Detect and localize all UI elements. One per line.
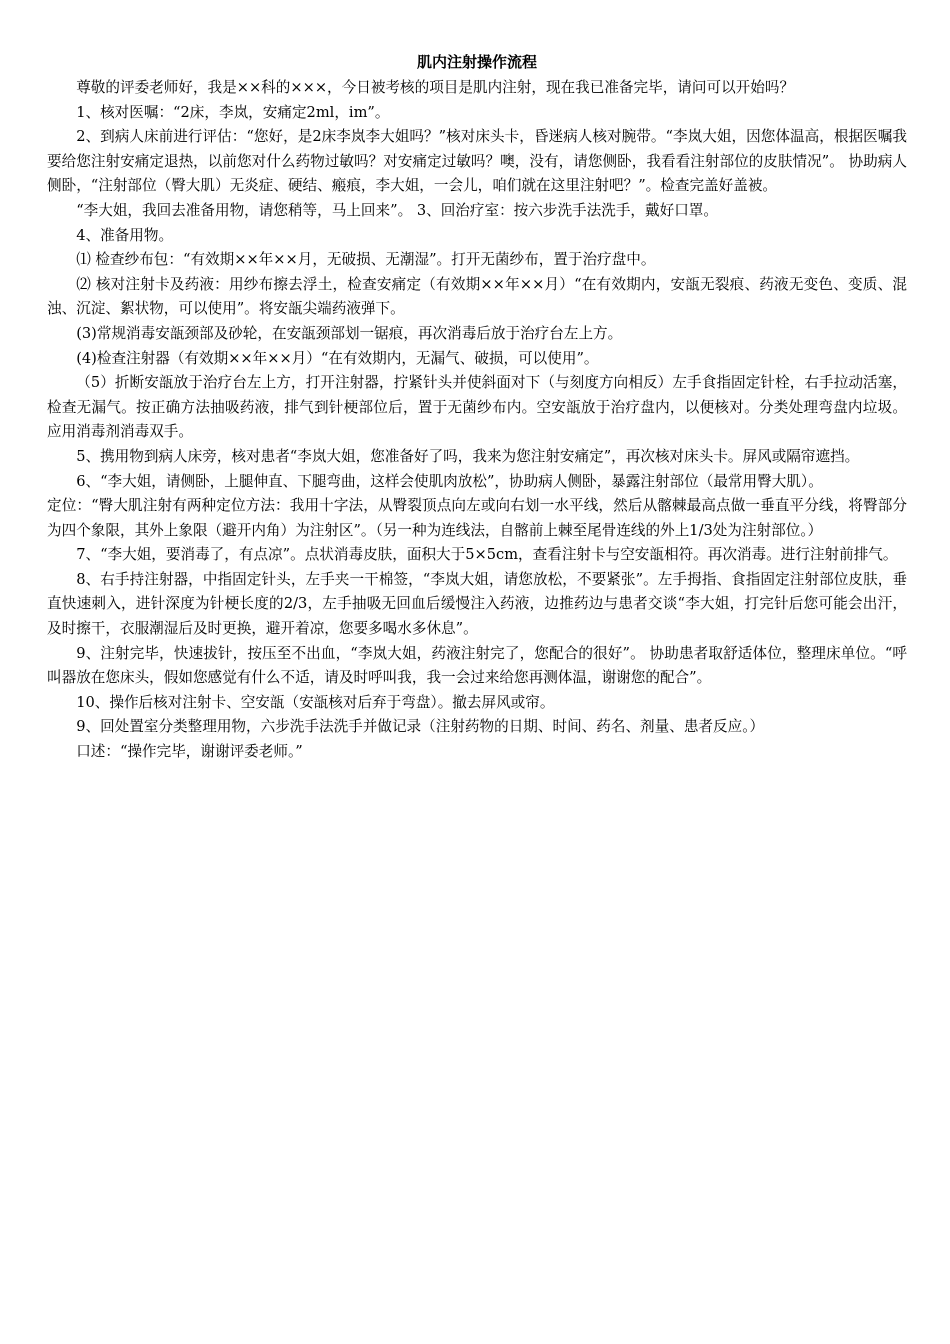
- step-5-bedside-verify: 5、携用物到病人床旁，核对患者“李岚大姐，您准备好了吗，我来为您注射安痛定”，再次核对床头卡。屏风或隔帘遮挡。: [76, 447, 860, 465]
- step-1-verify-order: 1、核对医嘱：“2床，李岚，安痛定2ml，im”。: [76, 103, 390, 121]
- step-4-5-draw-medication: （5）折断安瓿放于治疗台左上方，打开注射器，拧紧针头并使斜面对下（与刻度方向相反）左手食指固定针栓，右手拉动活塞，检查无漏气。按正确方法抽吸药液，排气到针梗部位后，置于无菌纱布内。空安瓿放于治疗盘内，以便核对。分类处理弯盘内垃圾。应用消毒剂消毒双手。: [47, 374, 907, 441]
- step-4-4-syringe-check: (4)检查注射器（有效期××年××月）“在有效期内，无漏气、破损，可以使用”。: [76, 349, 599, 367]
- step-8-injection: 8、右手持注射器，中指固定针头，左手夹一干棉签，“李岚大姐，请您放松，不要紧张”。左手拇指、食指固定注射部位皮肤，垂直快速刺入，进针深度为针梗长度的2/3，左手抽吸无回血后缓慢注入药液，边推药边与患者交谈“李大姐，打完针后您可能会出汗，及时擦干，衣服潮湿后及时更换，避开着凉，您要多喝水多休息”。: [47, 570, 907, 638]
- step-9-cleanup-record: 9、回处置室分类整理用物，六步洗手法洗手并做记录（注射药物的日期、时间、药名、剂量、患者反应。）: [76, 718, 765, 736]
- step-3-hand-washing: “李大姐，我回去准备用物，请您稍等，马上回来”。 3、回治疗室：按六步洗手法洗手，戴好口罩。: [76, 201, 718, 219]
- closing-statement: 口述：“操作完毕，谢谢评委老师。”: [76, 743, 303, 761]
- step-4-prepare-supplies: 4、准备用物。: [76, 226, 174, 244]
- step-6-positioning: 6、“李大姐，请侧卧，上腿伸直、下腿弯曲，这样会使肌肉放松”，协助病人侧卧，暴露注射部位（最常用臀大肌）。: [76, 472, 823, 490]
- document-page: [47, 50, 907, 765]
- step-4-2-drug-check: ⑵ 核对注射卡及药液：用纱布擦去浮土，检查安痛定（有效期××年××月）“在有效期内，安瓿无裂痕、药液无变色、变质、混浊、沉淀、絮状物，可以使用”。将安瓿尖端药液弹下。: [47, 275, 907, 318]
- step-7-disinfection: 7、“李大姐，要消毒了，有点凉”。点状消毒皮肤，面积大于5×5cm，查看注射卡与空安瓿相符。再次消毒。进行注射前排气。: [76, 546, 898, 564]
- site-location-paragraph: 定位：“臀大肌注射有两种定位方法：我用十字法，从臀裂顶点向左或向右划一水平线，然后从髂棘最高点做一垂直平分线，将臀部分为四个象限，其外上象限（避开内角）为注射区”。（另一种为连线法，自髂前上棘至尾骨连线的外上1/3处为注射部位。）: [47, 497, 907, 539]
- step-4-1-gauze-check: ⑴ 检查纱布包：“有效期××年××月，无破损、无潮湿”。打开无菌纱布，置于治疗盘中。: [76, 251, 656, 269]
- step-9-withdraw-needle: 9、注射完毕，快速拔针，按压至不出血，“李岚大姐，药液注射完了，您配合的很好”。 协助患者取舒适体位，整理床单位。“呼叫器放在您床头，假如您感觉有什么不适，请及时呼叫我，我一会过来给您再测体温，谢谢您的配合”。: [47, 644, 907, 687]
- document-title: 肌内注射操作流程: [416, 53, 537, 71]
- step-10-post-check: 10、操作后核对注射卡、空安瓿（安瓿核对后弃于弯盘）。撤去屏风或帘。: [76, 693, 555, 711]
- intro-paragraph: 尊敬的评委老师好，我是××科的×××，今日被考核的项目是肌内注射，现在我已准备完毕，请问可以开始吗？: [76, 79, 795, 96]
- step-2-bedside-assessment: 2、到病人床前进行评估：“您好，是2床李岚李大姐吗？”核对床头卡，昏迷病人核对腕带。“李岚大姐，因您体温高，根据医嘱我要给您注射安痛定退热，以前您对什么药物过敏吗？对安痛定过敏吗？噢，没有，请您侧卧，我看看注射部位的皮肤情况”。 协助病人侧卧，“注射部位（臀大肌）无炎症、硬结、瘢痕，李大姐，一会儿，咱们就在这里注射吧？”。检查完盖好盖被。: [47, 128, 907, 195]
- step-4-3-ampoule-disinfect: (3)常规消毒安瓿颈部及砂轮，在安瓿颈部划一锯痕，再次消毒后放于治疗台左上方。: [76, 324, 623, 342]
